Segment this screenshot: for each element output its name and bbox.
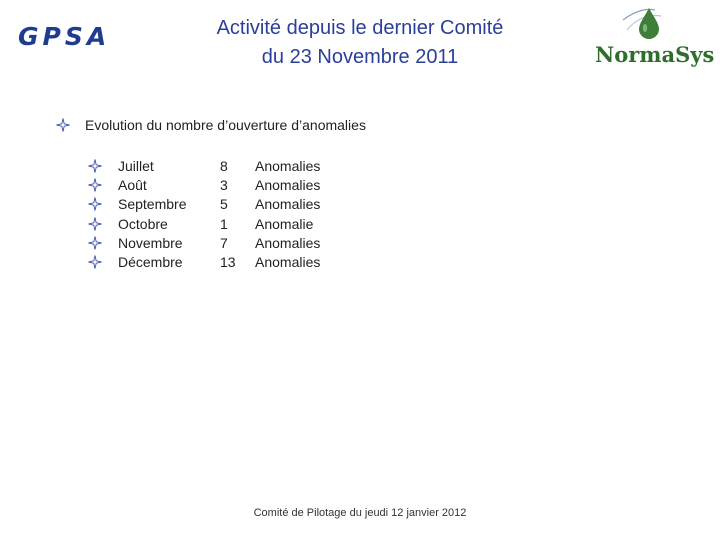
four-point-star-icon	[88, 217, 102, 231]
list-item	[88, 233, 320, 252]
list-item	[88, 175, 320, 194]
anomaly-count: 5	[220, 196, 228, 213]
anomaly-word: Anomalies	[255, 234, 321, 251]
anomaly-count: 3	[220, 176, 228, 193]
slide-title	[160, 14, 560, 72]
main-bullet-text: Evolution du nombre d’ouverture d’anomalies	[85, 117, 366, 133]
four-point-star-icon	[88, 178, 102, 192]
anomaly-word: Anomalies	[255, 157, 321, 174]
slide-footer: Comité de Pilotage du jeudi 12 janvier 2012	[253, 507, 467, 519]
title-line-1: Activité depuis le dernier Comité	[216, 17, 504, 39]
anomaly-count: 1	[220, 215, 228, 232]
month-label: Septembre	[118, 196, 187, 213]
anomaly-word: Anomalies	[255, 176, 321, 193]
four-point-star-icon	[56, 118, 70, 132]
normasys-logo	[593, 6, 715, 70]
normasys-wordmark: NormaSys	[595, 42, 715, 67]
month-label: Novembre	[118, 234, 183, 251]
anomaly-count: 7	[220, 234, 228, 251]
anomaly-list	[88, 156, 320, 272]
anomaly-count: 13	[220, 254, 236, 271]
anomaly-word: Anomalie	[255, 215, 314, 232]
four-point-star-icon	[88, 159, 102, 173]
main-bullet	[56, 117, 366, 133]
four-point-star-icon	[88, 236, 102, 250]
month-label: Août	[118, 176, 147, 193]
title-line-2: du 23 Novembre 2011	[261, 46, 459, 68]
list-item	[88, 156, 320, 175]
anomaly-count: 8	[220, 157, 228, 174]
four-point-star-icon	[88, 255, 102, 269]
anomaly-word: Anomalies	[255, 196, 321, 213]
month-label: Décembre	[118, 254, 183, 271]
list-item	[88, 195, 320, 214]
anomaly-word: Anomalies	[255, 254, 321, 271]
gpsa-logo: GPSA	[18, 22, 111, 51]
month-label: Octobre	[118, 215, 168, 232]
list-item	[88, 252, 320, 271]
four-point-star-icon	[88, 197, 102, 211]
month-label: Juillet	[118, 157, 154, 174]
list-item	[88, 214, 320, 233]
